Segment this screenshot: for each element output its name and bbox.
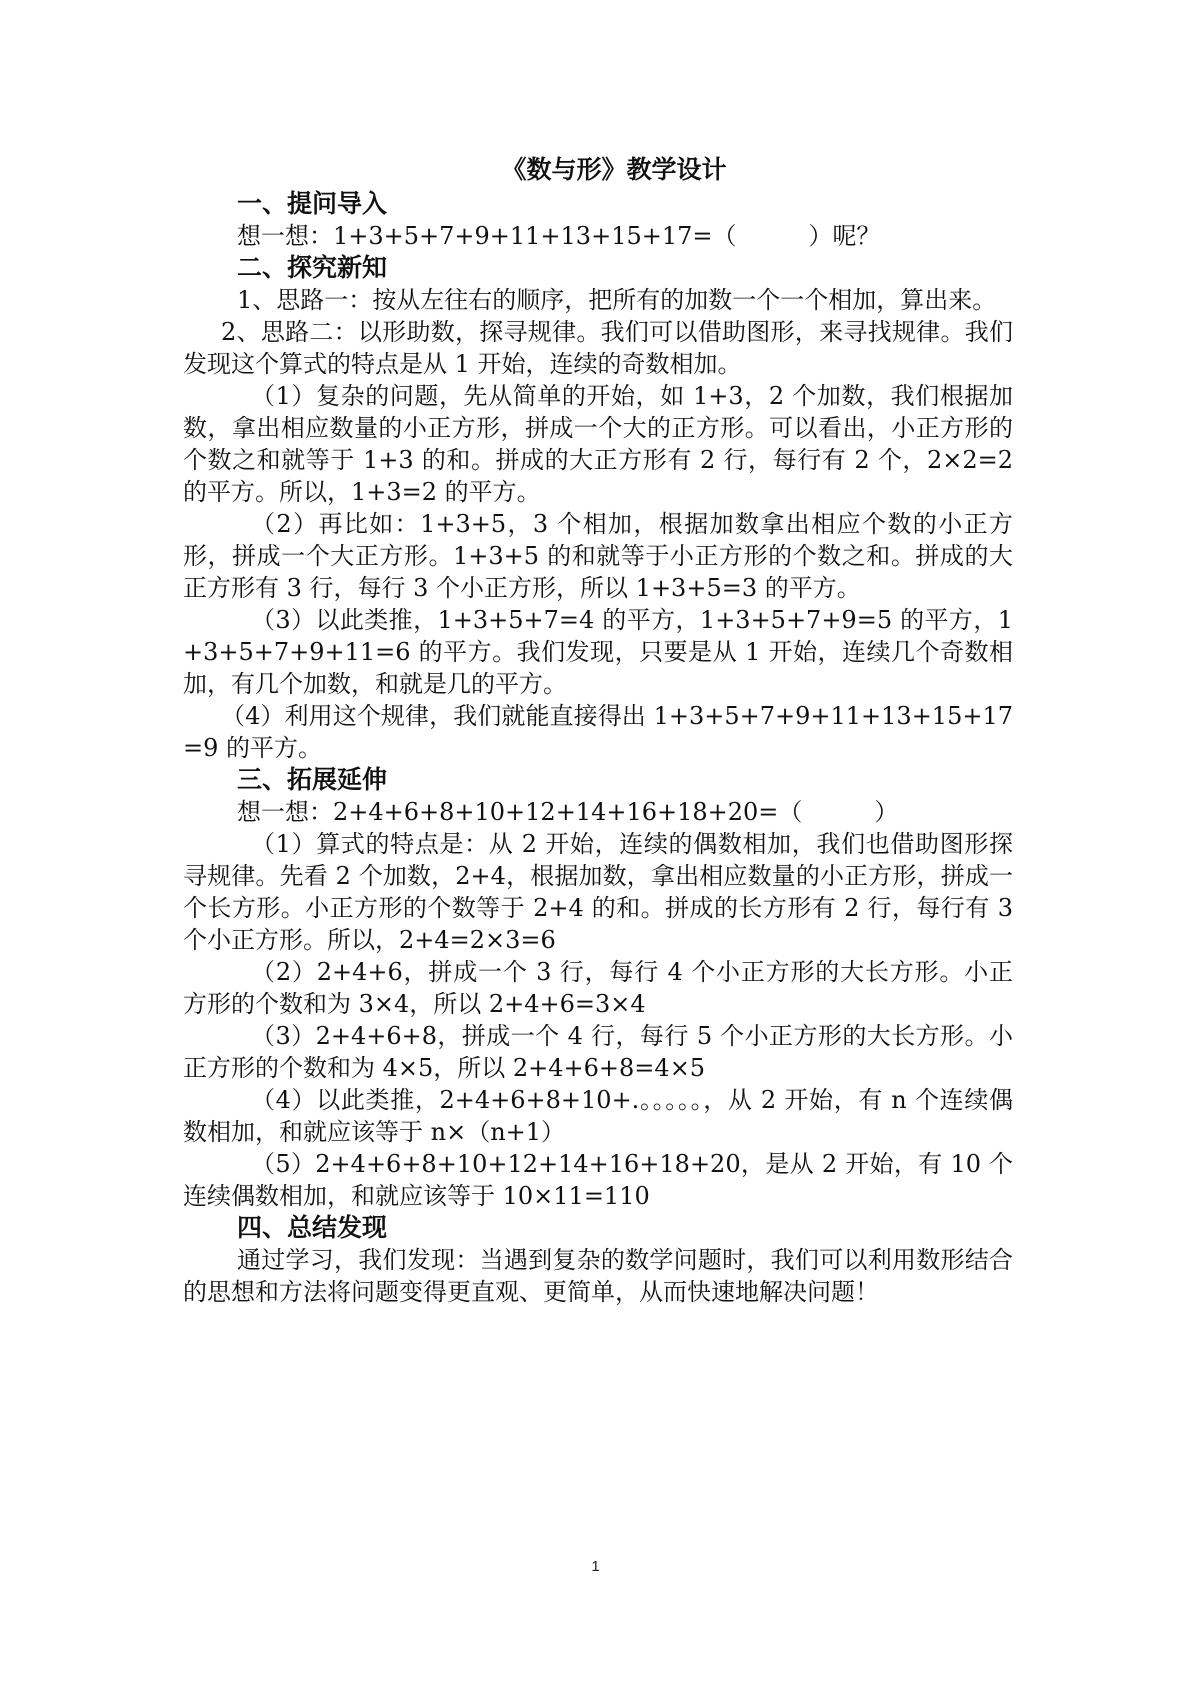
paragraph: 通过学习，我们发现：当遇到复杂的数学问题时，我们可以利用数形结合的思想和方法将问题变得更直观、更简单，从而快速地解决问题！ bbox=[183, 1246, 1013, 1306]
paragraph: （4）利用这个规律，我们就能直接得出 1+3+5+7+9+11+13+15+17=9 的平方。 bbox=[183, 702, 1013, 762]
paragraph: （1）算式的特点是：从 2 开始，连续的偶数相加，我们也借助图形探寻规律。先看 2 个加数，2+4，根据加数，拿出相应数量的小正方形，拼成一个长方形。小正方形的个数等于 2+4 的和。拼成的长方形有 2 行，每行有 3 个小正方形。所以，2+4=2×3=6 bbox=[183, 830, 1013, 954]
paragraph: （2）再比如：1+3+5，3 个相加，根据加数拿出相应个数的小正方形，拼成一个大正方形。1+3+5 的和就等于小正方形的个数之和。拼成的大正方形有 3 行，每行 3 个小正方形，所以 1+3+5=3 的平方。 bbox=[183, 510, 1013, 602]
paragraph: 2、思路二：以形助数，探寻规律。我们可以借助图形，来寻找规律。我们发现这个算式的特点是从 1 开始，连续的奇数相加。 bbox=[183, 318, 1013, 378]
section-heading: 二、探究新知 bbox=[237, 253, 388, 282]
section-summary bbox=[183, 1212, 1013, 1308]
page-number: 1 bbox=[591, 1558, 600, 1575]
section-exploration bbox=[183, 252, 1013, 764]
document-title: 《数与形》教学设计 bbox=[501, 155, 727, 184]
section-extension bbox=[183, 764, 1013, 1212]
section-heading: 一、提问导入 bbox=[237, 189, 388, 218]
paragraph: （3）2+4+6+8，拼成一个 4 行，每行 5 个小正方形的大长方形。小正方形的个数和为 4×5，所以 2+4+6+8=4×5 bbox=[183, 1022, 1013, 1082]
paragraph: （3）以此类推，1+3+5+7=4 的平方，1+3+5+7+9=5 的平方，1+3+5+7+9+11=6 的平方。我们发现，只要是从 1 开始，连续几个奇数相加，有几个加数，和就是几的平方。 bbox=[183, 606, 1013, 698]
section-heading: 三、拓展延伸 bbox=[237, 765, 388, 794]
paragraph: 1、思路一：按从左往右的顺序，把所有的加数一个一个相加，算出来。 bbox=[237, 286, 997, 314]
paragraph: （2）2+4+6，拼成一个 3 行，每行 4 个小正方形的大长方形。小正方形的个数和为 3×4，所以 2+4+6=3×4 bbox=[183, 958, 1013, 1018]
paragraph: 想一想：1+3+5+7+9+11+13+15+17=（ ）呢？ bbox=[237, 222, 881, 250]
section-heading: 四、总结发现 bbox=[237, 1213, 388, 1242]
paragraph: （5）2+4+6+8+10+12+14+16+18+20，是从 2 开始，有 10 个连续偶数相加，和就应该等于 10×11=110 bbox=[183, 1150, 1013, 1210]
paragraph: （1）复杂的问题，先从简单的开始，如 1+3，2 个加数，我们根据加数，拿出相应数量的小正方形，拼成一个大的正方形。可以看出，小正方形的个数之和就等于 1+3 的和。拼成的大正方形有 2 行，每行有 2 个，2×2=2 的平方。所以，1+3=2 的平方。 bbox=[183, 382, 1013, 506]
section-introduction bbox=[183, 188, 1013, 252]
document-page bbox=[183, 152, 1013, 1308]
paragraph: 想一想：2+4+6+8+10+12+14+16+18+20=（ ） bbox=[237, 798, 899, 826]
paragraph: （4）以此类推，2+4+6+8+10+.。。。。。，从 2 开始，有 n 个连续偶数相加，和就应该等于 n×（n+1） bbox=[183, 1086, 1013, 1146]
